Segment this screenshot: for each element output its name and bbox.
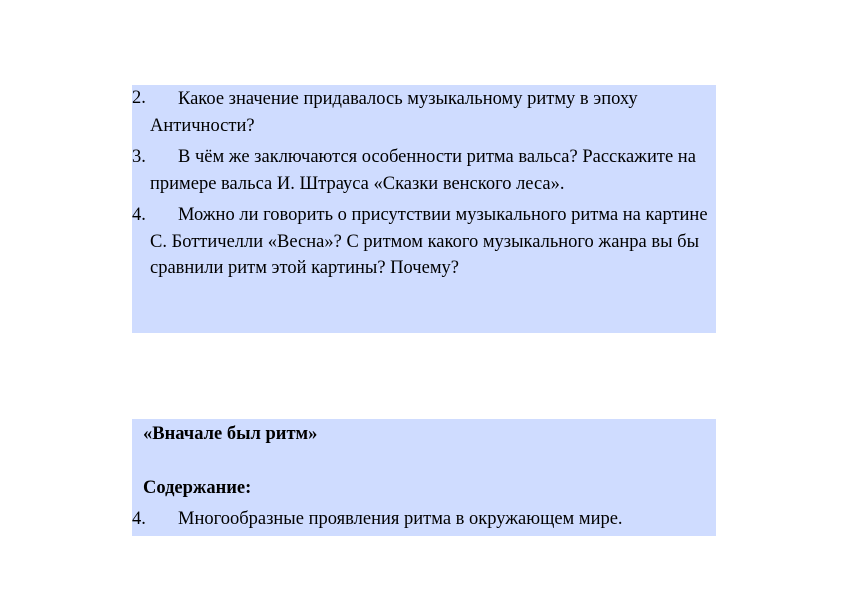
question-number: 2. [132, 88, 146, 108]
question-number: 4. [132, 205, 146, 225]
question-text: Какое значение придавалось музыкальному ритму в эпоху Античности? [150, 89, 638, 136]
question-number: 3. [132, 147, 146, 167]
question-text: Можно ли говорить о присутствии музыкального ритма на картине С. Боттичелли «Весна»? С ритмом какого музыкального жанра вы бы сравнили ритм этой картины? Почему? [150, 205, 708, 278]
question-text: В чём же заключаются особенности ритма вальса? Расскажите на примере вальса И. Штрауса «Сказки венского леса». [150, 147, 696, 194]
content-item-number: 4. [132, 509, 146, 529]
section-block [132, 419, 716, 536]
question-item-4 [132, 202, 716, 282]
content-label: Содержание: [143, 477, 252, 498]
section-title: «Вначале был ритм» [143, 424, 318, 444]
content-item [132, 506, 716, 533]
content-item-text: Многообразные проявления ритма в окружающем мире. [178, 509, 623, 529]
question-item-3 [132, 144, 716, 197]
questions-block [132, 85, 716, 333]
question-item-2 [132, 85, 716, 139]
